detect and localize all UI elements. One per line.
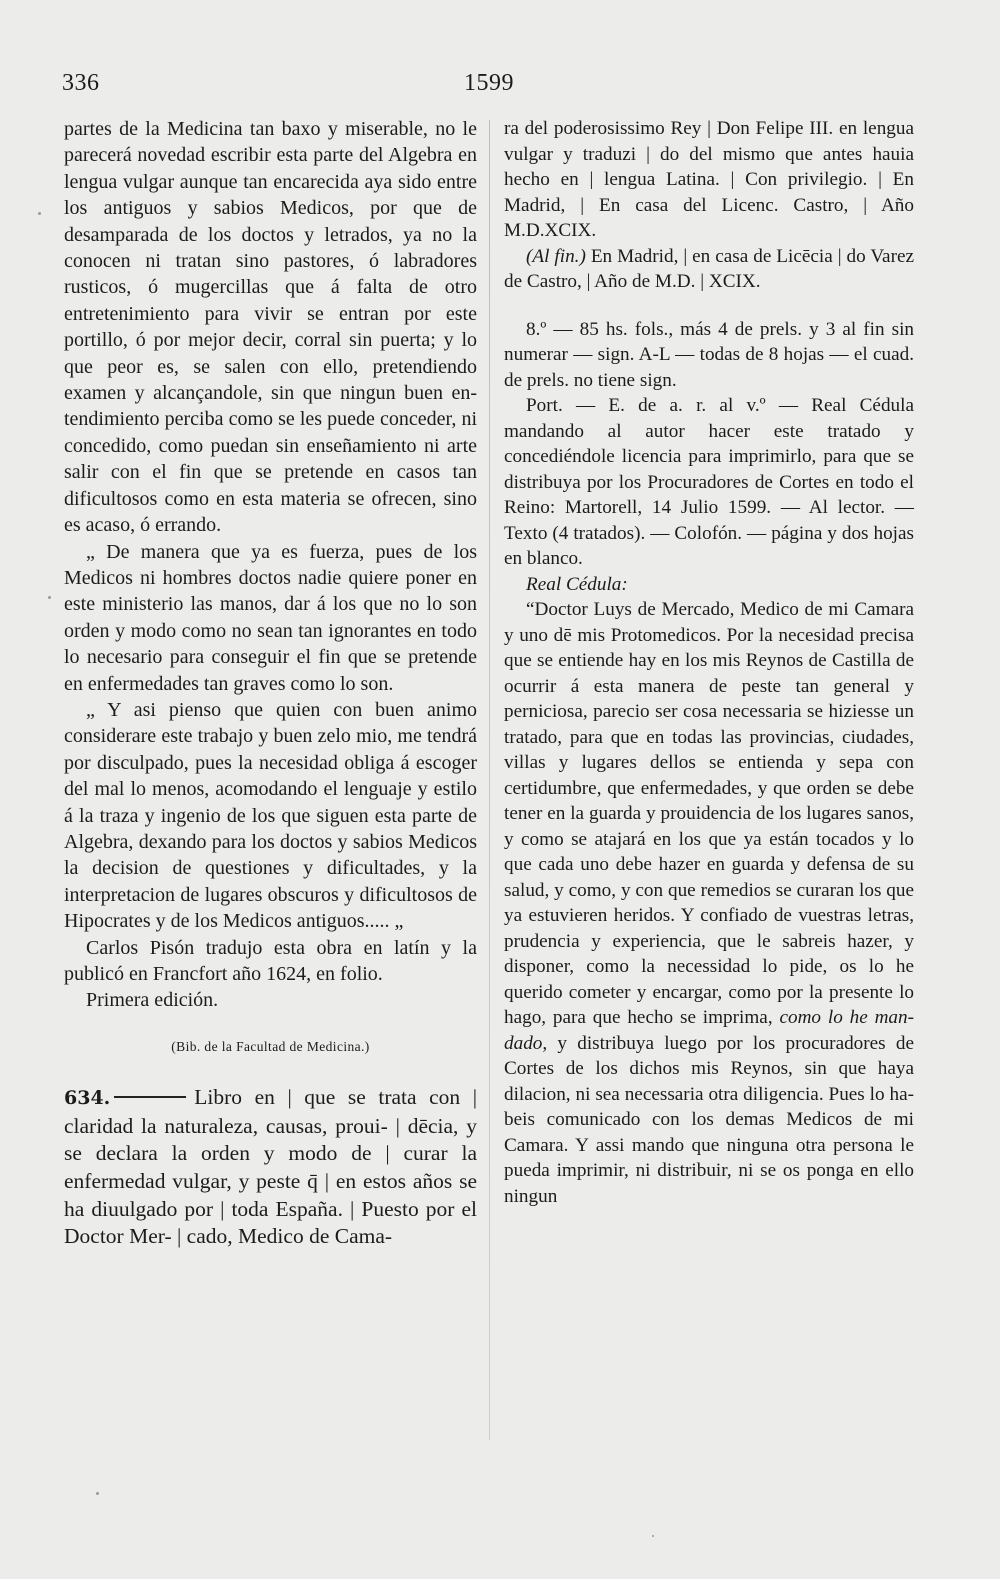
- catalog-entry-634: [64, 1084, 477, 1251]
- cedula-text-a: “Doctor Luys de Mercado, Medico de mi Camara y uno dē mis Protomedicos. Por la necesidad precisa que se entiende hay en los mis Reynos de Castilla de ocurrir á esta manera de peste tan general y perniciosa, parecio ser cosa necessaria se hiziesse un tratado, para que en todas las provincias, ciudades, villas y lugares dellos se entienda y sepa con certidumbre, que enfermedades, y que orden se debe tener en la guarda y prouidencia de los lugares sanos, y como se atajará en los que ya están tocados y lo que cada uno debe hazer en guarda y defensa de su salud, y como, y con que remedios se curaran los que ya estuvieren heridos. Y confiado de vuestras letras, prudencia y experiencia, que le sabreis hazer, y disponer, como la necessidad lo pide, os lo he querido cometer y encargar, como por la presente lo hago, para que hecho se imprima,: [504, 599, 914, 1028]
- colophon: [504, 244, 914, 295]
- left-column: [64, 116, 477, 1251]
- cedula-heading: [504, 572, 914, 598]
- description-block: [504, 317, 914, 1210]
- paper-speck: [38, 212, 41, 215]
- left-paragraph-3: „ Y asi pienso que quien con buen animo considerare este trabajo y buen zelo mio, me tendrá por disculpado, pues la necesidad obliga á escoger del mal lo menos, acomodando el lenguaje y estilo á la traza y ingenio de los que siguen esta parte de Algebra, dexando para los doctos y sabios Medicos la decision de questiones y dificultades, y la interpretacion de lugares obscuros y dificultosos de Hipocrates y de los Medicos antiguos..... „: [64, 698, 477, 933]
- colophon-text: En Madrid, | en casa de Licēcia | do Varez de Castro, | Año de M.D. | XCIX.: [504, 245, 914, 292]
- paper-speck: [96, 1492, 99, 1495]
- left-paragraph-2: „ De manera que ya es fuerza, pues de los Medicos ni hombres doctos nadie quiere poner en este ministerio las manos, dar á los que no lo son orden y modo como no sean tan ignorantes en todo lo necesario para conseguir el fin que se pretende en enfermedades tan graves como lo son.: [64, 540, 477, 695]
- cedula-text-b: y distribuya luego por los procuradores de Cortes de los dichos mis Reynos, sin que haya dilacion, ni sea necessaria otra diligencia. Pues lo habeis comunicado con los demas Medicos de mi Camara. Y assi mando que ninguna otra persona le pueda imprimir, ni distribuir, ni se os ponga en ello ningun: [504, 1032, 914, 1207]
- paper-speck: [652, 1535, 654, 1537]
- entry-number: 634.: [64, 1087, 111, 1110]
- left-paragraph-1: partes de la Medicina tan baxo y miserable, no le parecerá novedad escribir esta parte del Algebra en lengua vulgar aunque tan encarecida aya sido entre los antiguos y sabios Medicos, por que de desamparada de los doctos y letrados, ya no la conocen ni tratan sino pastores, ó labradores rusticos, ó mugercillas que á falta de otro entretenimiento para vivir se entran por este portillo, ó por mejor decir, corral sin puerta; y lo que peor es, se salen con ello, pretendiendo examen y alcançandole, sin que ningun buen entendimiento perciba como se les puede conceder, ni concedido, como puedan sin enseñamiento ni arte salir con el fin que se pretende en casos tan dificultosos como en esta materia se ofrecen, sino es acaso, ó errando.: [64, 118, 477, 537]
- library-reference: (Bib. de la Facultad de Medicina.): [171, 1038, 370, 1054]
- title-continuation: ra del poderosissimo Rey | Don Felipe III. en lengua vulgar y traduzi | do del mismo que antes hauia hecho en | lengua Latina. | Con privilegio. | En Madrid, | En casa del Licenc. Castro, | Año M.D.XCIX.: [504, 118, 914, 241]
- contents-description: Port. — E. de a. r. al v.º — Real Cédula mandando al autor hacer este tratado y concediéndole licencia para imprimirlo, para que se distribuya por los Procuradores de Cortes en todo el Reino: Martorell, 14 Julio 1599. — Al lector. — Texto (4 tratados). — Colofón. — página y dos hojas en blanco.: [504, 395, 914, 569]
- cedula-italic: como lo he mandado,: [504, 1007, 915, 1054]
- page-number: 336: [62, 70, 100, 96]
- running-header: [62, 70, 938, 110]
- cedula-label: Real Cédula:: [526, 573, 628, 595]
- right-column: [504, 116, 914, 1209]
- cedula-text: [504, 597, 914, 1209]
- entry-dash: [114, 1096, 186, 1098]
- entry-title: Libro en | que se trata con | claridad la naturaleza, causas, proui- | dēcia, y se declara la orden y modo de | curar la enfermedad vulgar, y peste q̄ | en estos años se ha diuulgado por | toda España. | Puesto por el Doctor Mer- | cado, Medico de Cama-: [64, 1085, 477, 1249]
- paper-speck: [48, 596, 51, 599]
- first-edition-note: Primera edición.: [86, 989, 219, 1012]
- physical-description: 8.º — 85 hs. fols., más 4 de prels. y 3 al fin sin numerar — sign. A-L — todas de 8 hojas — el cuad. de prels. no tiene sign.: [504, 318, 914, 391]
- colophon-label: (Al fin.): [526, 245, 586, 267]
- left-paragraph-4: Carlos Pisón tradujo esta obra en latín y la publicó en Francfort año 1624, en folio.: [64, 936, 477, 985]
- column-divider: [489, 120, 490, 1440]
- header-year: 1599: [464, 70, 514, 96]
